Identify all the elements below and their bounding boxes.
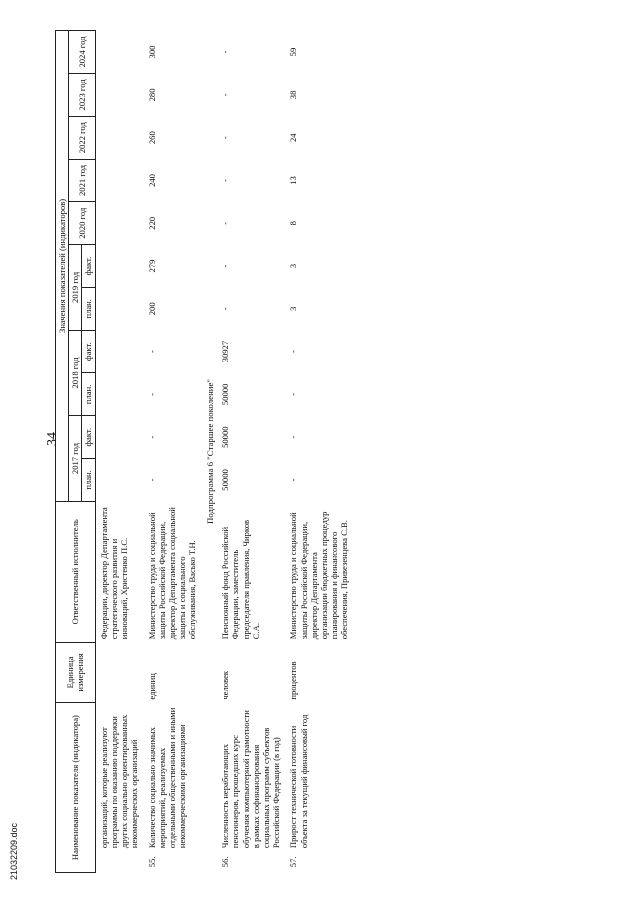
header-2018-fact: факт. bbox=[82, 330, 95, 373]
page-number: 34 bbox=[45, 432, 60, 446]
value-2021: 13 bbox=[288, 176, 299, 185]
value-2023: 38 bbox=[288, 90, 299, 100]
value-2020: 8 bbox=[288, 221, 299, 226]
subprogram-title: Подпрограмма 6 "Старшее поколение" bbox=[204, 379, 215, 524]
responsible-executor: Пенсионный фонд Российской Федерации, заместитель председателя правления, Чирков С.А. bbox=[220, 519, 261, 640]
value-2018-fact: - bbox=[146, 350, 157, 354]
table-body bbox=[95, 31, 354, 873]
responsible-executor: Министерство труда и социальной защиты Российской Федерации, директор Департамента организации бюджетных процедур планирования и финансового обеспечения, Привезенцева С.В. bbox=[288, 511, 350, 640]
header-2019-plan: план. bbox=[82, 287, 95, 330]
header-2018-plan: план. bbox=[82, 373, 95, 416]
header-2019-fact: факт. bbox=[82, 245, 95, 288]
table-row-continued bbox=[95, 31, 143, 873]
indicator-unit: процентов bbox=[288, 661, 299, 700]
value-2019-fact: - bbox=[220, 264, 231, 268]
value-2018-plan: 50000 bbox=[220, 383, 231, 406]
value-2019-plan: - bbox=[220, 307, 231, 311]
indicator-unit bbox=[95, 642, 143, 702]
row-number: 55. bbox=[146, 856, 157, 868]
indicator-unit: человек bbox=[220, 670, 231, 700]
header-year-2020: 2020 год bbox=[69, 202, 95, 245]
subprogram-row bbox=[202, 31, 217, 873]
value-2019-plan: 3 bbox=[288, 306, 299, 311]
value-2023: 280 bbox=[146, 88, 157, 102]
row-number: 57. bbox=[288, 856, 299, 868]
value-2018-plan: - bbox=[288, 392, 299, 396]
value-2020: - bbox=[220, 221, 231, 225]
value-2017-plan: 50000 bbox=[220, 469, 231, 491]
header-2017-plan: план. bbox=[82, 459, 95, 502]
value-2017-fact: - bbox=[146, 435, 157, 439]
value-2018-fact: - bbox=[288, 350, 299, 354]
value-2017-fact: 50000 bbox=[220, 426, 231, 448]
indicator-name: Прирост технической готовности объекта за текущий финансовый год bbox=[288, 714, 309, 849]
responsible-executor: Федерации, директор Департамента стратегического развития и инноваций, Христенко П.С. bbox=[98, 507, 130, 640]
value-2022: - bbox=[220, 136, 231, 140]
header-responsible: Ответственный исполнитель bbox=[56, 501, 96, 642]
header-year-2023: 2023 год bbox=[69, 74, 95, 117]
value-2023: - bbox=[220, 93, 231, 97]
value-2019-fact: 279 bbox=[146, 259, 157, 273]
indicator-name: Количество социально значимых мероприятий, реализуемых отдельными общественными и иными некоммерческими организациями bbox=[146, 707, 188, 849]
value-2019-plan: 200 bbox=[146, 302, 157, 316]
value-2021: - bbox=[220, 179, 231, 182]
value-2017-plan: - bbox=[146, 478, 157, 482]
header-year-2021: 2021 год bbox=[69, 159, 95, 202]
value-2021: 240 bbox=[146, 174, 157, 187]
rotated-table-container bbox=[55, 30, 620, 873]
value-2017-plan: - bbox=[288, 478, 299, 482]
table-row-55 bbox=[144, 31, 202, 873]
indicator-name: Численность неработающих пенсионеров, прошедших курс обучения компьютерной грамотности в рамках софинансирования социальных программ субъектов Российской Федерации (в год) bbox=[220, 710, 282, 849]
indicator-name: организаций, которые реализуют программы по оказанию поддержки других социально ориентированных некоммерческих организаций bbox=[98, 714, 140, 849]
table-header bbox=[56, 31, 96, 873]
header-2017-fact: факт. bbox=[82, 416, 95, 459]
value-2022: 260 bbox=[146, 131, 157, 145]
indicators-table bbox=[55, 30, 354, 873]
header-indicator-name: Наименование показателя (индикатора) bbox=[56, 703, 96, 873]
header-year-2017: 2017 год bbox=[69, 416, 82, 502]
indicator-unit: единиц bbox=[146, 673, 157, 700]
row-number bbox=[95, 851, 143, 872]
table-row-56 bbox=[217, 31, 285, 873]
header-year-2018: 2018 год bbox=[69, 330, 82, 416]
value-2019-fact: 3 bbox=[288, 263, 299, 269]
header-values-group: Значения показателей (индикаторов) bbox=[56, 31, 69, 502]
value-2024: - bbox=[220, 50, 231, 54]
row-number: 56. bbox=[220, 856, 231, 868]
header-year-2022: 2022 год bbox=[69, 116, 95, 159]
value-2018-fact: 30927 bbox=[220, 340, 231, 363]
document-footer-code: 21032209.doc bbox=[9, 822, 19, 880]
value-2024: 300 bbox=[146, 45, 157, 59]
value-2024: 59 bbox=[288, 47, 299, 57]
value-2018-plan: - bbox=[146, 392, 157, 396]
value-2017-fact: - bbox=[288, 435, 299, 439]
header-year-2019: 2019 год bbox=[69, 245, 82, 331]
value-2022: 24 bbox=[288, 133, 299, 142]
responsible-executor: Министерство труда и социальной защиты Российской Федерации, директор Департамента социальной защиты и социального обслуживания, Васько Т.Н. bbox=[146, 507, 198, 640]
header-unit: Единица измерения bbox=[56, 642, 96, 702]
table-row-57 bbox=[285, 31, 353, 873]
value-2020: 220 bbox=[146, 216, 157, 230]
header-year-2024: 2024 год bbox=[69, 31, 95, 74]
